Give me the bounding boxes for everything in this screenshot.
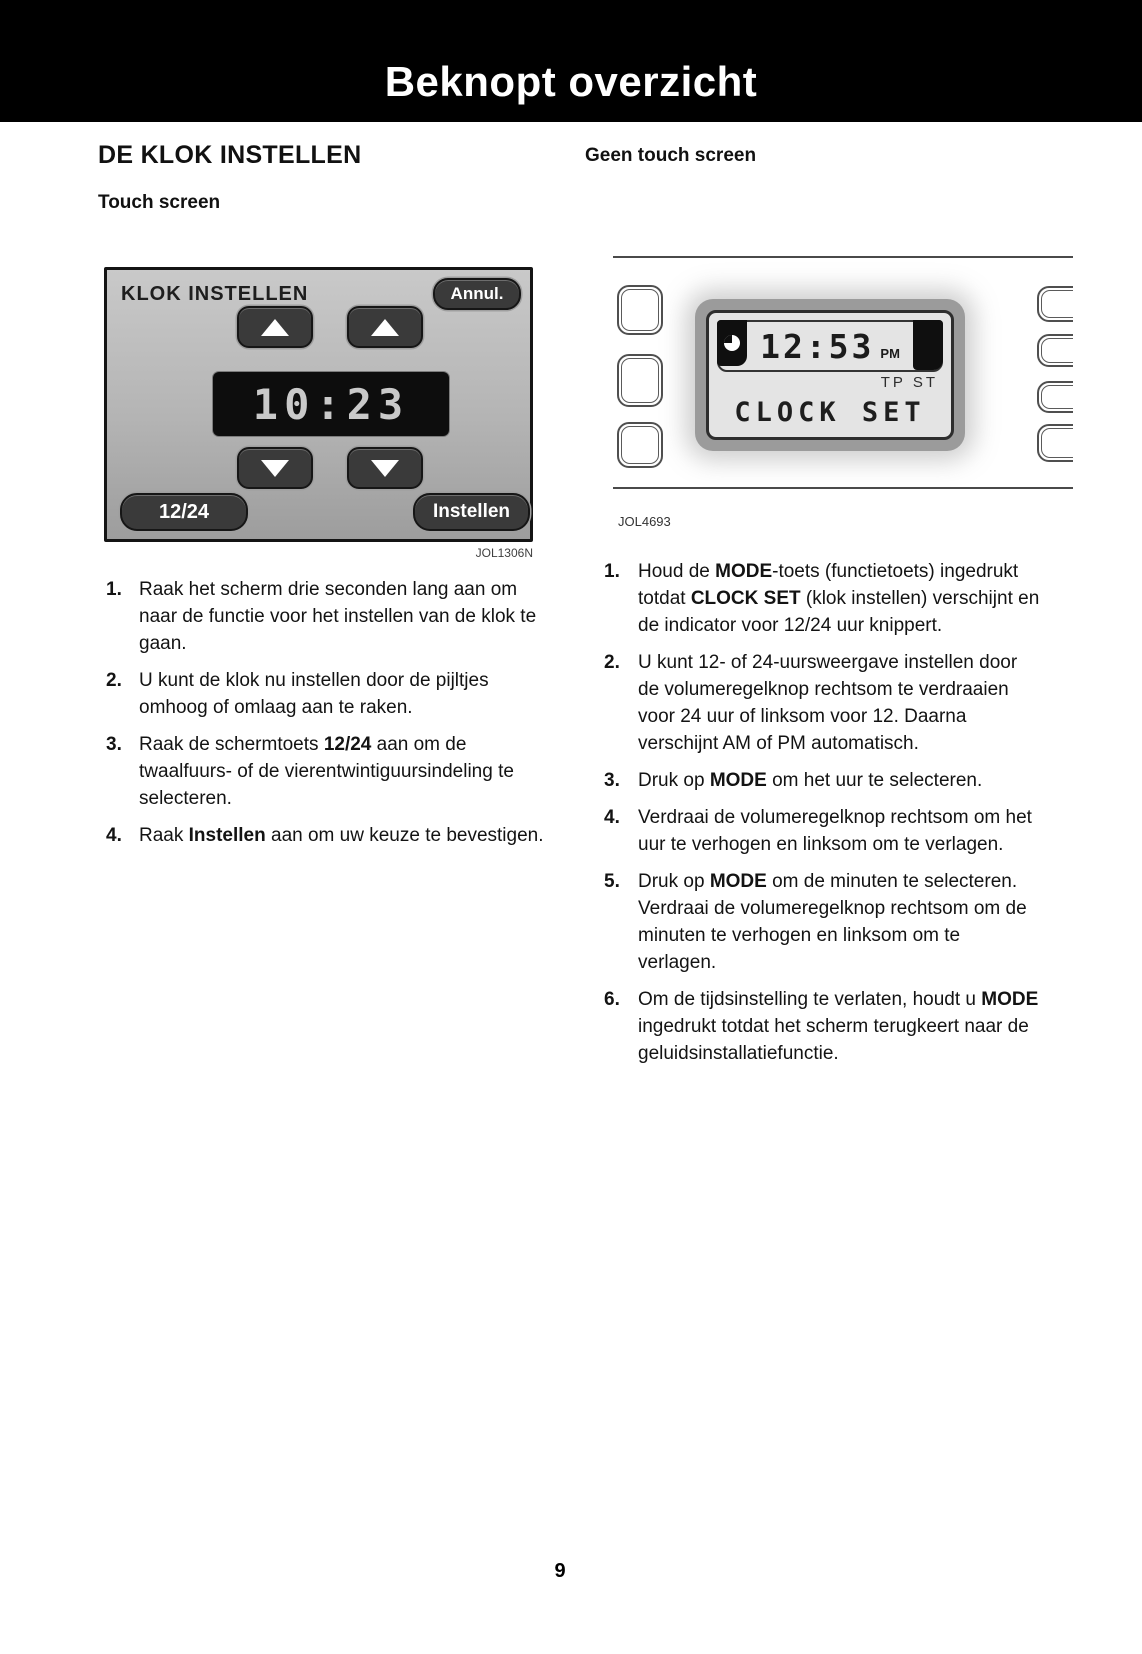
step-text: Verdraai de volumeregelknop rechtsom om het uur te verhogen en linksom om te verlagen. [638,807,1032,855]
hour-up-button [237,306,313,348]
step-number: 3. [106,734,122,755]
lcd-black-block [913,320,943,370]
step-number: 4. [106,825,122,846]
hour-down-button [237,447,313,489]
page-header [0,0,1142,122]
figure-caption: JOL1306N [475,546,533,560]
down-arrow-icon [371,460,399,477]
subsection-heading-no-touchscreen: Geen touch screen [585,145,757,166]
list-item [585,986,1043,1067]
list-item [98,667,550,721]
section-heading: DE KLOK INSTELLEN [98,141,362,169]
clock-set-screen-title: KLOK INSTELLEN [121,283,309,305]
clock-icon [722,333,742,353]
step-text: Om de tijdsinstelling te verlaten, houdt u MODE ingedrukt totdat het scherm terugkeert naar de geluidsinstallatiefunctie. [638,989,1039,1064]
step-number: 6. [604,989,620,1010]
list-item [585,558,1043,639]
cancel-button: Annul. [433,278,521,310]
step-text: U kunt 12- of 24-uursweergave instellen door de volumeregelknop rechtsom te verdraaien voor 24 uur of linksom voor 12. Daarna verschijnt AM of PM automatisch. [638,652,1018,754]
radio-right-button [1037,286,1073,322]
list-item [585,767,1043,794]
step-text: Raak het scherm drie seconden lang aan om naar de functie voor het instellen van de klok te gaan. [139,579,537,654]
radio-illustration [613,256,1073,489]
step-number: 2. [604,652,620,673]
list-item [585,804,1043,858]
step-number: 1. [106,579,122,600]
step-text: Raak de schermtoets 12/24 aan om de twaalfuurs- of de vierentwintiguursindeling te selecteren. [139,734,514,809]
list-item [585,649,1043,757]
lcd-time-band [717,320,943,372]
set-button: Instellen [413,493,530,531]
radio-left-button [617,354,663,407]
radio-right-button [1037,424,1073,462]
lcd-indicators: TP ST [880,374,938,391]
radio-left-button [617,285,663,335]
page-number: 9 [554,1560,566,1582]
radio-right-button [1037,334,1073,367]
clock-icon-box [717,320,747,366]
page-title: Beknopt overzicht [384,58,758,105]
step-text: U kunt de klok nu instellen door de pijltjes omhoog of omlaag aan te raken. [139,670,489,718]
touchscreen-illustration [104,267,533,542]
subsection-heading-touchscreen: Touch screen [98,192,221,213]
step-text: Houd de MODE-toets (functietoets) ingedrukt totdat CLOCK SET (klok instellen) verschijnt en de indicator voor 12/24 uur knippert. [638,561,1040,636]
format-12-24-button: 12/24 [120,493,248,531]
step-number: 5. [604,871,620,892]
radio-left-button [617,422,663,468]
step-text: Druk op MODE om de minuten te selecteren. Verdraai de volumeregelknop rechtsom om de minuten te verhogen en linksom om te verlagen. [638,871,1027,973]
figure-caption: JOL4693 [618,514,671,529]
step-number: 2. [106,670,122,691]
down-arrow-icon [261,460,289,477]
minute-down-button [347,447,423,489]
step-number: 3. [604,770,620,791]
no-touchscreen-steps-list [585,558,1043,1077]
lcd-time-wrap [753,322,907,370]
step-number: 4. [604,807,620,828]
list-item [98,576,550,657]
time-display: 10:23 [213,372,449,436]
radio-lcd [706,310,954,440]
step-text: Druk op MODE om het uur te selecteren. [638,770,983,791]
list-item [98,731,550,812]
radio-right-button [1037,381,1073,413]
step-text: Raak Instellen aan om uw keuze te bevestigen. [139,825,544,846]
minute-up-button [347,306,423,348]
lcd-message: CLOCK SET [734,397,926,428]
lcd-ampm: PM [880,345,900,361]
radio-display-bezel [695,299,965,451]
up-arrow-icon [371,319,399,336]
lcd-time: 12:53 [760,326,875,366]
step-number: 1. [604,561,620,582]
up-arrow-icon [261,319,289,336]
list-item [585,868,1043,976]
touchscreen-steps-list [98,576,550,859]
list-item [98,822,550,849]
